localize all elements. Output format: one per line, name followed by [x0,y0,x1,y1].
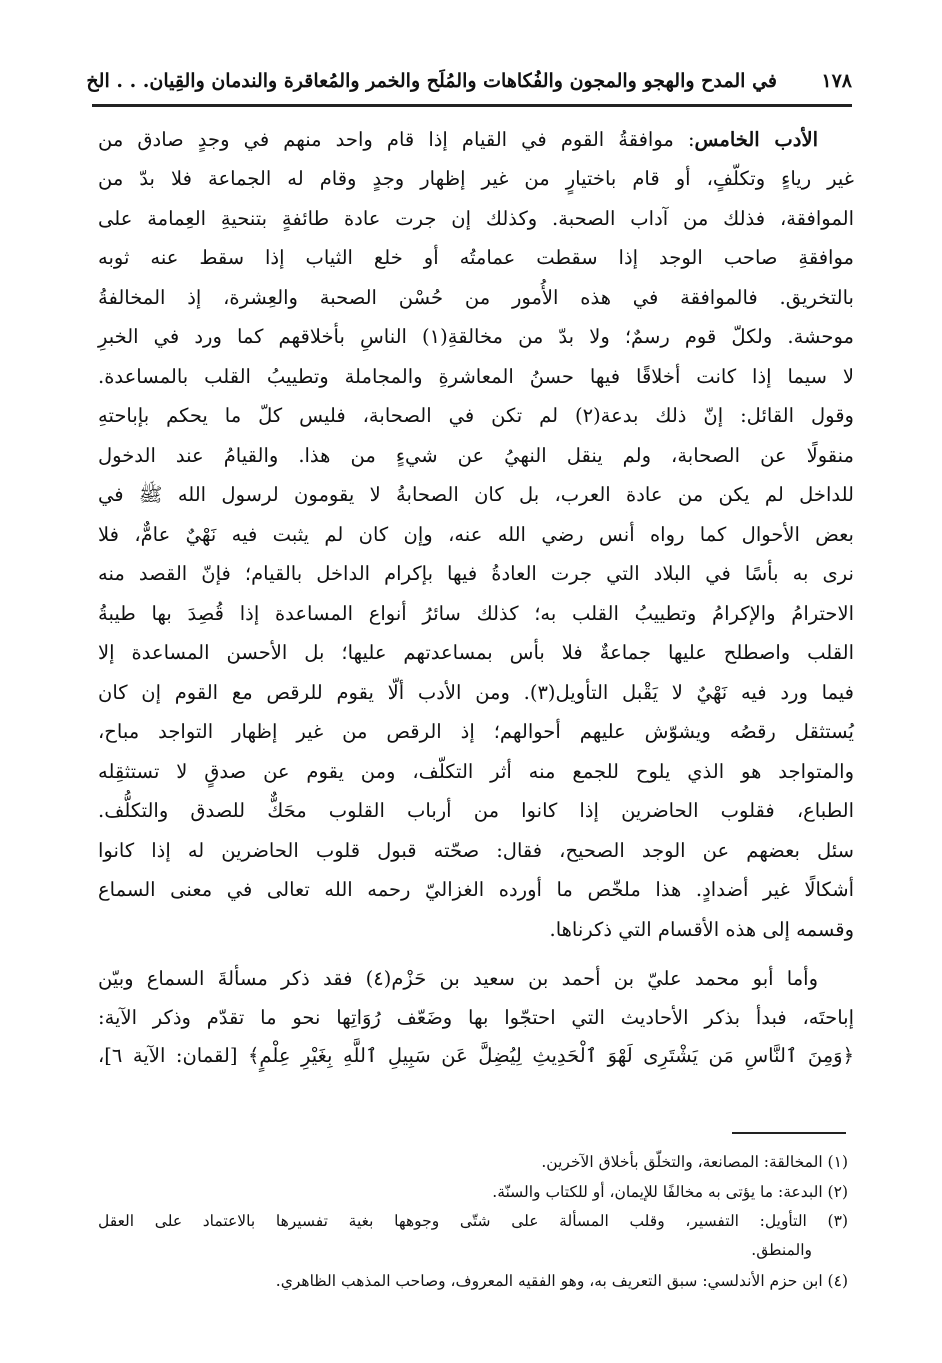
footnote-rule [732,1132,846,1134]
paragraph-line: سئل بعضهم عن الوجد الصحيح، فقال: صحّته قبول قلوب الحاضرين له إذا كانوا [98,839,854,862]
paragraph-line: والمتواجد هو الذي يلوح للجمع منه أثر التكلّف، ومن يقوم عن صدقٍ لا تستثقِله [98,760,854,783]
running-header [86,70,852,100]
footnote-1: (١) المخالقة: المصانعة، والتخلّق بأخلاق الآخرين. [541,1153,848,1171]
section-lead: الأدب الخامس [694,128,818,151]
paragraph-line: الموافقة، فذلك من آداب الصحبة. وكذلك إن جرت عادة طائفةٍ بتنحيةِ العِمامة على [98,207,854,230]
paragraph-line: القلب واصطلح عليها جماعةٌ فلا بأس بمساعدتهم عليها؛ بل الأحسن المساعدة إلا [98,641,854,664]
footnote-2: (٢) البدعة: ما يؤتى به مخالفًا للإيمان، أو للكتاب والسنّة. [492,1183,848,1201]
paragraph-line: وأما أبو محمد عليّ بن أحمد بن سعيد بن حَزْم(٤) فقد ذكر مسألةَ السماع وبيّن [98,967,818,990]
paragraph-line: وقسمه إلى هذه الأقسام التي ذكرناها. [549,918,854,941]
paragraph-line: غير رياءٍ وتكلّفٍ، أو قام باختيارٍ من غير إظهار وجدٍ وقام له الجماعة فلا بدّ من [98,167,854,190]
paragraph-line: الطباع، فقلوب الحاضرين إذا كانوا من أرباب القلوب محَكٌّ للصدق والتكلُّف. [98,799,854,822]
paragraph-line: إباحتَه، فبدأ بذكر الأحاديث التي احتجّوا بها وضَعّف رُوَاتِها نحو ما تقدّم وذكر الآية: [98,1006,854,1029]
paragraph-line: منقولًا عن الصحابة، ولم ينقل النهيُ عن شيءٍ من هذا. والقيامُ عند الدخول [98,444,854,467]
page-number: ١٧٨ [821,70,852,92]
footnote-4: (٤) ابن حزم الأندلسي: سبق التعريف به، وهو الفقيه المعروف، وصاحب المذهب الظاهري. [275,1272,848,1290]
paragraph-line: فيما ورد فيه نَهْيٌ لا يَقْبل التأويل(٣). ومن الأدب ألّا يقوم للرقص مع القوم إن كان [98,681,854,704]
quran-verse-line: ﴿وَمِنَ ٱلنَّاسِ مَن يَشْتَرِى لَهْوَ ٱلْحَدِيثِ لِيُضِلَّ عَن سَبِيلِ ٱللَّهِ بِغَيْرِ عِلْمٍ﴾ [لقمان: الآية ٦]، [98,1044,854,1067]
header-rule [92,104,852,107]
running-title: في المدح والهجو والمجون والفُكاهات والمُلَح والخمر والمُعاقرة والندمان والقِيان. . . الخ [86,70,777,92]
paragraph-line: الأدب الخامس: موافقةُ القوم في القيام إذا قام واحد منهم في وجدٍ صادق من [98,128,818,151]
paragraph-line: نرى به بأسًا في البلاد التي جرت العادةُ فيها بإكرام الداخل بالقيام؛ فإنّ القصد منه [98,562,854,585]
paragraph-line: وقول القائل: إنّ ذلك بدعة(٢) لم تكن في الصحابة، فليس كلّ ما يحكم بإباحتهِ [98,404,854,427]
paragraph-line: يُستثقل رقصُه ويشوّش عليهم أحوالهم؛ إذ الرقص من غير إظهار التواجد مباح، [98,720,854,743]
paragraph-line: بعض الأحوال كما رواه أنس رضي الله عنه، وإن كان لم يثبت فيه نَهْيٌ عامٌّ، فلا [98,523,854,546]
paragraph-line: موافقةِ صاحب الوجد إذا سقطت عمامتُه أو خلع الثياب إذا سقط عنه ثوبه [98,246,854,269]
paragraph-line: موحشة. ولكلّ قوم رسمٌ؛ ولا بدّ من مخالقةِ(١) الناسِ بأخلاقهم كما ورد في الخبرِ [98,325,854,348]
paragraph-line: الاحترامُ والإكرامُ وتطييبُ القلب به؛ كذلك سائرُ أنواع المساعدة إذا قُصِدَ بها طيبةُ [98,602,854,625]
paragraph-line: لا سيما إذا كانت أخلاقًا فيها حسنُ المعاشرةِ والمجاملة وتطييبُ القلب بالمساعدة. [98,365,854,388]
paragraph-line: بالتخريق. فالموافقة في هذه الأُمور من حُسْن الصحبة والعِشرة، إذ المخالفةُ [98,286,854,309]
paragraph-line: أشكالًا غير أضدادٍ. هذا ملخّص ما أورده الغزاليّ رحمه الله تعالى في معنى السماع [98,878,854,901]
footnote-3-continuation: والمنطق. [751,1241,812,1259]
paragraph-line: للداخل لم يكن من عادة العرب، بل كان الصحابةُ لا يقومون لرسول الله ﷺ في [98,483,854,506]
footnote-3: (٣) التأويل: التفسير، وقلب المسألة على شتّى وجوهها بغية تفسيرها بالاعتماد على العقل [98,1212,848,1230]
